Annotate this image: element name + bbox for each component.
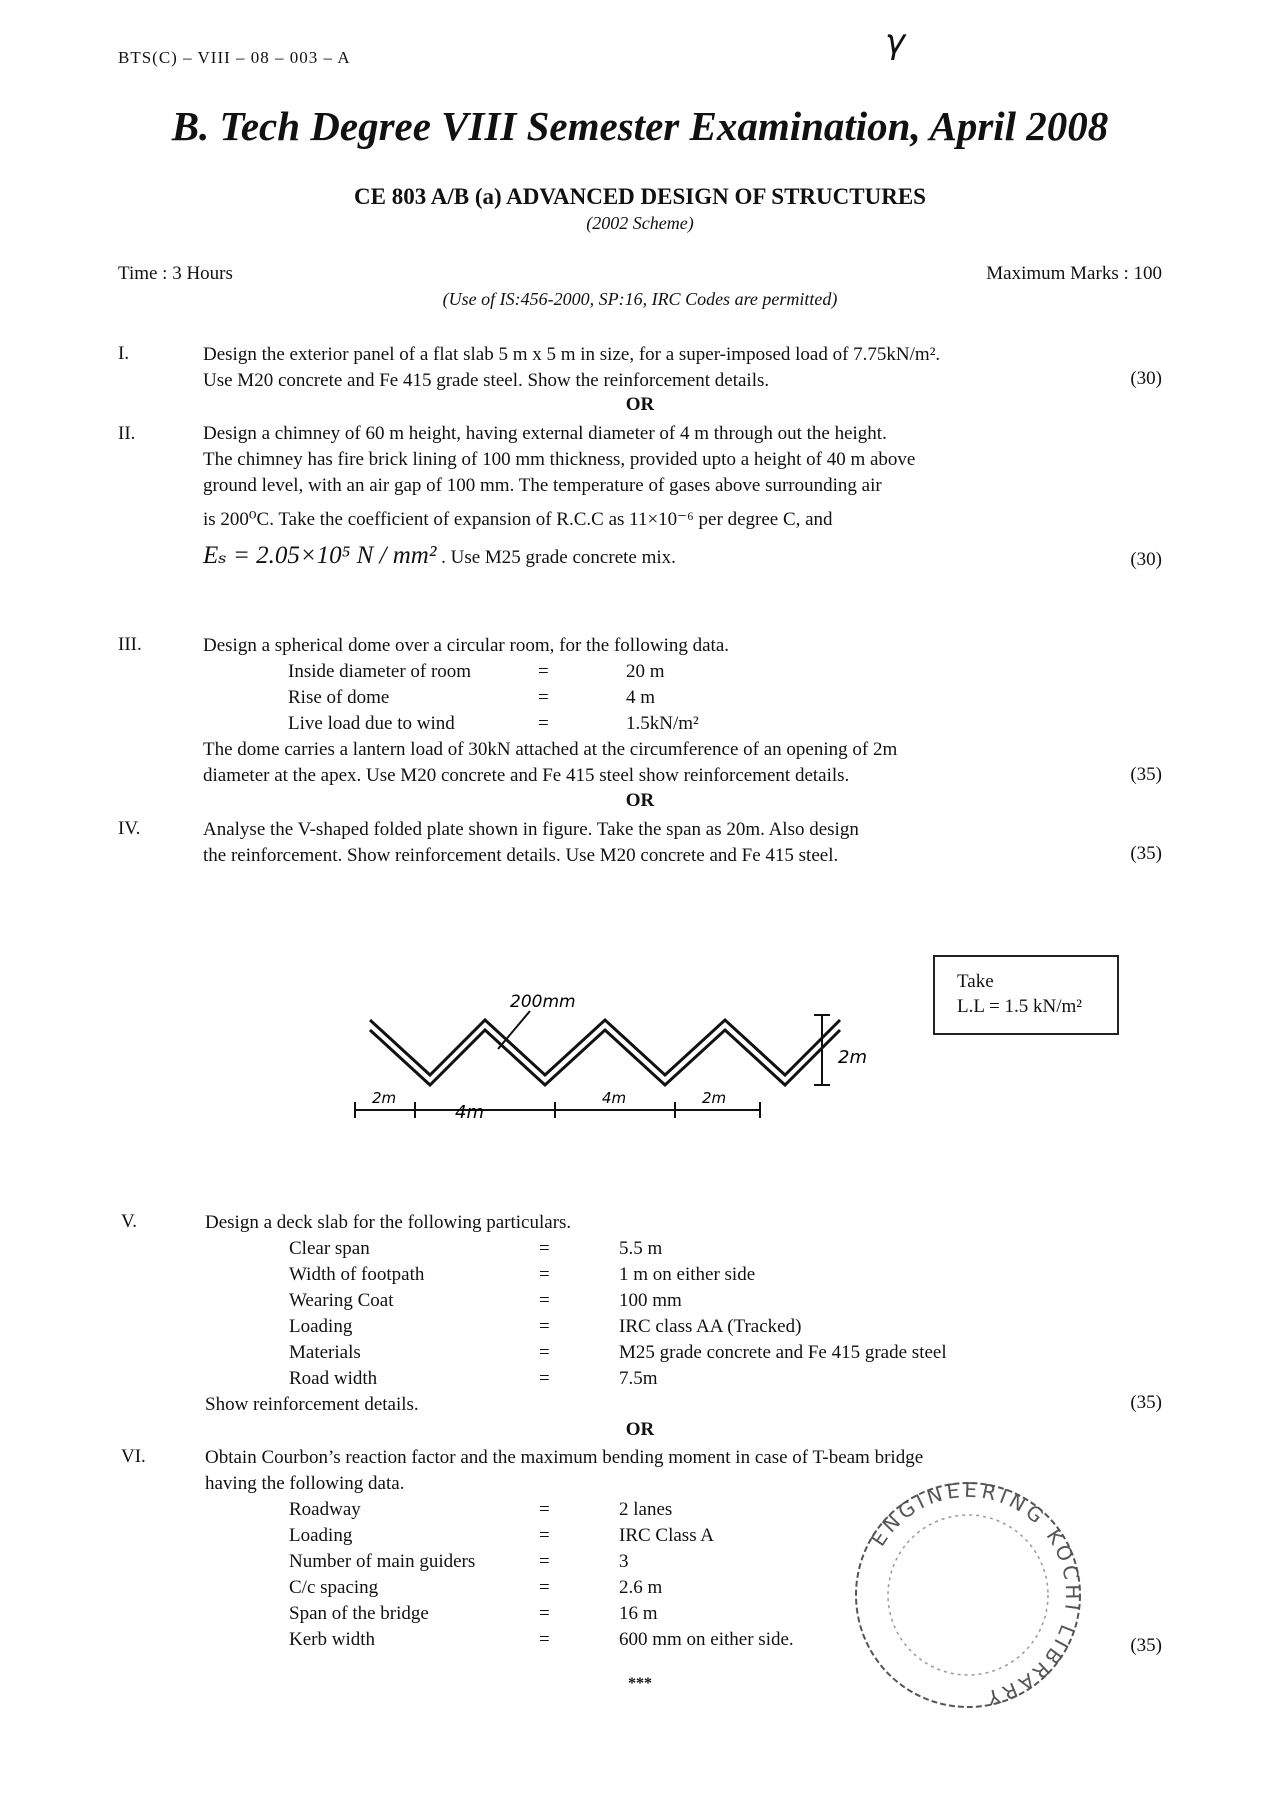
table-row: Inside diameter of room = 20 m: [288, 661, 665, 682]
q2-line: The chimney has fire brick lining of 100 mm thickness, provided upto a height of 40 m above: [203, 449, 916, 470]
q6-text: [205, 1445, 923, 1653]
table-row: Number of main guiders = 3: [289, 1551, 629, 1572]
q5-text: [205, 1210, 947, 1418]
codes-note: (Use of IS:456-2000, SP:16, IRC Codes are permitted): [442, 289, 838, 309]
exam-title: B. Tech Degree VIII Semester Examination, April 2008: [171, 103, 1109, 149]
scheme-label: (2002 Scheme): [586, 213, 694, 233]
table-row: Kerb width = 600 mm on either side.: [289, 1629, 794, 1650]
thickness-pointer: [498, 1011, 530, 1049]
q4-line: the reinforcement. Show reinforcement details. Use M20 concrete and Fe 415 steel.: [203, 845, 839, 866]
q5-data-table: [289, 1236, 947, 1392]
paper-code: BTS(C) – VIII – 08 – 003 – A: [118, 48, 351, 67]
library-stamp: [848, 1475, 1088, 1715]
dim-label-4m: 4m: [455, 1102, 484, 1123]
q3-data-table: [288, 659, 699, 737]
table-row: Span of the bridge = 16 m: [289, 1603, 658, 1624]
or-separator: OR: [625, 790, 655, 811]
thickness-label: 200mm: [510, 992, 576, 1012]
table-row: Loading = IRC class AA (Tracked): [289, 1316, 802, 1337]
q1-line: Design the exterior panel of a flat slab 5 m x 5 m in size, for a super-imposed load of 7.75kN/m².: [203, 344, 941, 365]
folded-plate-outline: [370, 1020, 840, 1085]
height-dimension: [814, 1015, 830, 1085]
take-load-box: [933, 955, 1119, 1035]
q3-line: The dome carries a lantern load of 30kN attached at the circumference of an opening of 2m: [203, 739, 898, 760]
q2-formula: Eₛ = 2.05×10⁵ N / mm²: [203, 542, 437, 569]
q1-marks: (30): [1130, 368, 1162, 389]
q1-number: I.: [118, 343, 130, 364]
q4-line: Analyse the V-shaped folded plate shown in figure. Take the span as 20m. Also design: [203, 819, 859, 840]
q4-text: [203, 817, 859, 869]
table-row: C/c spacing = 2.6 m: [289, 1577, 663, 1598]
table-row: Rise of dome = 4 m: [288, 687, 656, 708]
q1-line: Use M20 concrete and Fe 415 grade steel. Show the reinforcement details.: [203, 370, 770, 391]
table-row: Materials = M25 grade concrete and Fe 415 grade steel: [289, 1342, 947, 1363]
table-row: Width of footpath = 1 m on either side: [289, 1264, 756, 1285]
subject-title: CE 803 A/B (a) ADVANCED DESIGN OF STRUCTURES: [354, 184, 926, 209]
q2-line: is 200⁰C. Take the coefficient of expansion of R.C.C as 11×10⁻⁶ per degree C, and: [203, 509, 833, 530]
dim-label-2m: 2m: [702, 1089, 727, 1107]
live-load-label: L.L = 1.5 kN/m²: [957, 996, 1082, 1017]
q2-marks: (30): [1130, 549, 1162, 570]
q2-line: Design a chimney of 60 m height, having external diameter of 4 m through out the height.: [203, 423, 887, 444]
q1-text: [203, 342, 940, 394]
table-row: Clear span = 5.5 m: [289, 1238, 663, 1259]
table-row: Wearing Coat = 100 mm: [289, 1290, 682, 1311]
q6-data-table: [289, 1497, 794, 1653]
q3-intro: Design a spherical dome over a circular room, for the following data.: [203, 635, 730, 656]
q5-outro: Show reinforcement details.: [205, 1394, 419, 1415]
table-row: Live load due to wind = 1.5kN/m²: [288, 713, 699, 734]
or-separator: OR: [625, 394, 655, 415]
q3-line: diameter at the apex. Use M20 concrete and Fe 415 steel show reinforcement details.: [203, 765, 850, 786]
q3-number: III.: [118, 634, 142, 655]
height-label: 2m: [838, 1047, 867, 1068]
q3-marks: (35): [1130, 764, 1162, 785]
table-row: Roadway = 2 lanes: [289, 1499, 673, 1520]
take-label: Take: [957, 971, 994, 992]
table-row: Road width = 7.5m: [289, 1368, 658, 1389]
q5-marks: (35): [1130, 1392, 1162, 1413]
q2-number: II.: [118, 423, 136, 444]
q6-marks: (35): [1130, 1635, 1162, 1656]
q2-formula-line: [203, 543, 915, 571]
q4-marks: (35): [1130, 843, 1162, 864]
max-marks-label: Maximum Marks : 100: [986, 263, 1162, 284]
end-marker: ***: [628, 1675, 652, 1692]
q4-number: IV.: [118, 818, 141, 839]
q2-line: ground level, with an air gap of 100 mm. The temperature of gases above surrounding air: [203, 475, 882, 496]
or-separator: OR: [625, 1419, 655, 1440]
span-dimension-line: [355, 1102, 760, 1118]
dim-label-4m: 4m: [602, 1089, 627, 1107]
table-row: Loading = IRC Class A: [289, 1525, 715, 1546]
q5-number: V.: [121, 1211, 138, 1232]
q6-number: VI.: [121, 1446, 146, 1467]
q3-text: [203, 633, 897, 789]
stamp-text: ENGINEERING KOCHI LIBRARY: [865, 1477, 1086, 1711]
handwritten-mark: γ: [885, 22, 906, 62]
q2-formula-rest: . Use M25 grade concrete mix.: [441, 547, 676, 568]
q6-line: Obtain Courbon’s reaction factor and the maximum bending moment in case of T-beam bridge: [205, 1447, 924, 1468]
q2-text: [203, 421, 915, 571]
dim-label-2m: 2m: [372, 1089, 397, 1107]
time-label: Time : 3 Hours: [118, 263, 233, 284]
q5-intro: Design a deck slab for the following particulars.: [205, 1212, 572, 1233]
folded-plate-figure: [330, 985, 890, 1125]
q6-line: having the following data.: [205, 1473, 405, 1494]
